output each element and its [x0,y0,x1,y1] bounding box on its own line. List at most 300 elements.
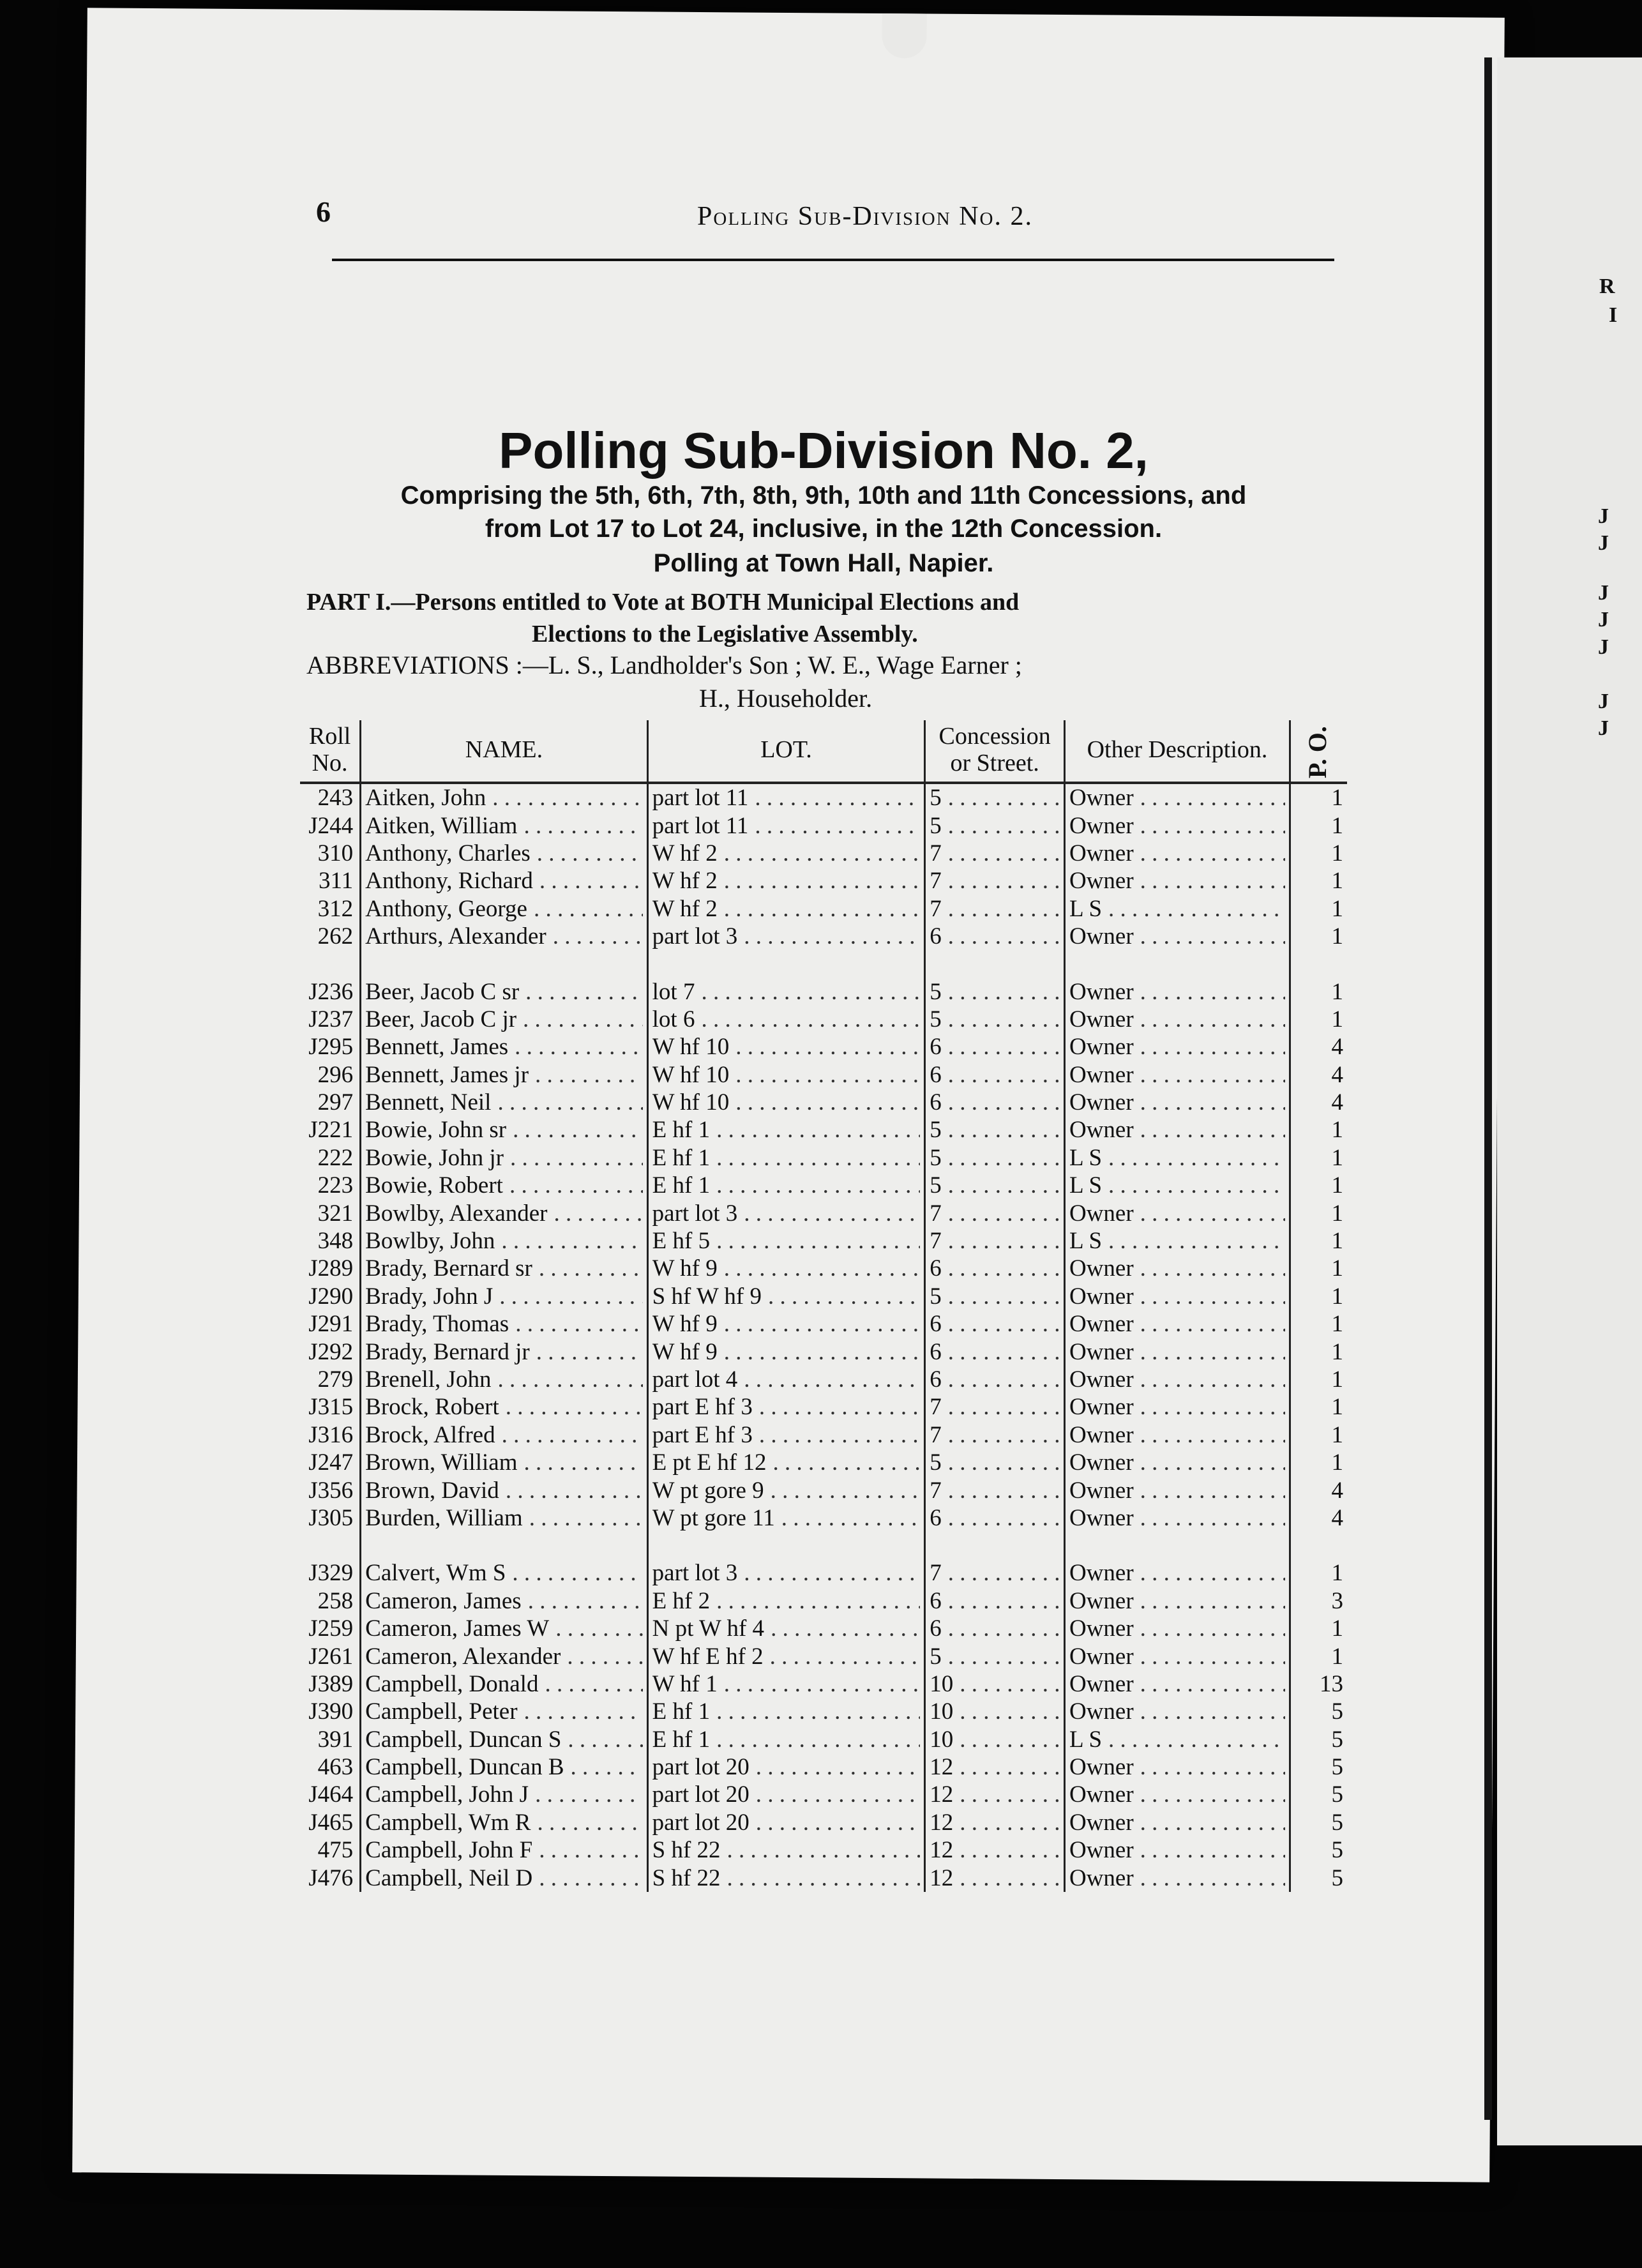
dot-leader [1069,1781,1285,1808]
dot-leader [1069,1061,1285,1089]
roll-number-cell: J236 [308,978,354,1005]
other-description-cell [1064,1615,1290,1642]
post-office-number-cell: 1 [1290,1310,1347,1338]
concession-number: 7 [930,1200,944,1227]
voter-name: Beer, Jacob C sr [365,979,522,1005]
concession-number-cell [925,1393,1065,1421]
dot-leader [652,1172,921,1199]
dot-leader [652,1753,921,1781]
voter-name-cell [361,1061,647,1089]
voter-name-cell [361,812,647,839]
concession-number: 5 [930,1449,944,1476]
dot-leader [652,1477,921,1504]
table-row [300,1310,1347,1338]
dot-leader [365,1421,642,1449]
roll-number-cell: J389 [308,1670,354,1697]
dot-leader [1069,895,1285,923]
lot-description: W hf E hf 2 [652,1644,766,1670]
post-office-number-cell: 1 [1290,1642,1347,1670]
dot-leader [652,1726,921,1753]
roll-number-cell: 262 [317,923,354,950]
dot-leader [365,1836,642,1864]
dot-leader [1069,1809,1285,1836]
page-gutter [1484,57,1492,2120]
dot-leader [930,1366,1060,1393]
roll-number-cell: J237 [308,1006,354,1032]
voter-name: Arthurs, Alexander [365,923,549,949]
post-office-number-cell: 5 [1290,1753,1347,1781]
dot-leader [365,1089,642,1116]
dot-leader [1069,840,1285,867]
voter-name: Cameron, James [365,1588,524,1614]
dot-leader [652,1809,921,1836]
voter-name: Anthony, Charles [365,840,533,866]
table-row [300,978,1347,1005]
dot-leader [652,1310,921,1338]
other-description-cell [1064,978,1290,1005]
voter-name: Campbell, Duncan B [365,1754,566,1780]
other-description: Owner [1069,1255,1136,1281]
dot-leader [930,1338,1060,1366]
dot-leader [1069,1227,1285,1255]
dot-leader [1069,784,1285,812]
dot-leader [652,1393,921,1421]
spacer-cell [1064,1532,1290,1559]
other-description-cell [1064,895,1290,923]
lot-description: W hf 1 [652,1671,720,1697]
dot-leader [930,923,1060,950]
lot-description-cell [647,783,925,812]
post-office-number-cell: 4 [1290,1476,1347,1504]
spacer-cell [1290,950,1347,978]
table-row [300,1255,1347,1282]
other-description-cell [1064,840,1290,867]
post-office-number-cell: 1 [1290,1006,1347,1033]
roll-number-cell: 223 [317,1172,354,1199]
dot-leader [1069,923,1285,950]
concession-number: 12 [930,1754,956,1780]
column-header-concession: Concession or Street. [925,720,1065,783]
dot-leader [365,1726,642,1753]
voter-name: Cameron, James W [365,1615,552,1642]
lot-description-cell [647,1504,925,1532]
post-office-number-cell: 1 [1290,1255,1347,1282]
part-heading-line: PART I.—Persons entitled to Vote at BOTH Municipal Elections and [306,589,1020,616]
other-description-cell [1064,1144,1290,1172]
concession-number-cell [925,1559,1065,1587]
voter-name-cell [361,1227,647,1255]
facing-page-fragment: R [1599,275,1615,298]
other-description: Owner [1069,868,1136,894]
other-description-cell [1064,1726,1290,1753]
lot-description: part lot 11 [652,813,751,839]
post-office-number-cell: 4 [1290,1061,1347,1089]
lot-description: E hf 1 [652,1698,712,1725]
dot-leader [652,1144,921,1172]
dot-leader [930,1227,1060,1255]
concession-number: 6 [930,1505,944,1531]
facing-page-fragment: J [1598,581,1609,605]
lot-description: part lot 20 [652,1810,752,1836]
abbreviations-line: H., Householder. [699,684,873,713]
concession-number-cell [925,1366,1065,1393]
post-office-number-cell: 1 [1290,1227,1347,1255]
table-row [300,1781,1347,1808]
roll-number-cell: J295 [308,1034,354,1061]
dot-leader [365,1006,642,1033]
other-description: Owner [1069,1781,1136,1808]
roll-number-cell: 243 [317,785,354,812]
voter-name-cell [361,978,647,1005]
concession-number: 5 [930,1006,944,1032]
table-row [300,1449,1347,1476]
post-office-number-cell: 1 [1290,923,1347,950]
lot-description: N pt W hf 4 [652,1615,767,1642]
concession-number: 12 [930,1781,956,1808]
page-number: 6 [316,195,331,228]
concession-number: 5 [930,1644,944,1670]
concession-number-cell [925,812,1065,839]
concession-number-cell [925,1587,1065,1615]
dot-leader [652,1061,921,1089]
concession-number: 7 [930,896,944,922]
voter-name: Aitken, William [365,813,520,839]
lot-description: S hf 22 [652,1837,723,1863]
post-office-number-cell: 1 [1290,1199,1347,1227]
other-description: Owner [1069,1339,1136,1365]
lot-description: E hf 1 [652,1727,712,1753]
roll-number-cell: 297 [317,1089,354,1116]
dot-leader [652,1227,921,1255]
other-description: Owner [1069,1311,1136,1337]
dot-leader [1069,867,1285,895]
voter-name-cell [361,1587,647,1615]
dot-leader [930,867,1060,895]
concession-number-cell [925,840,1065,867]
lot-description-cell [647,1421,925,1449]
dot-leader [365,1144,642,1172]
dot-leader [1069,1698,1285,1725]
concession-number: 6 [930,1615,944,1642]
dot-leader [930,1393,1060,1421]
roll-number-cell: J290 [308,1283,354,1310]
concession-number-cell [925,1836,1065,1864]
post-office-number-cell: 1 [1290,1116,1347,1144]
table-row [300,1199,1347,1227]
roll-number-cell: J316 [308,1421,354,1448]
dot-leader [930,1172,1060,1199]
dot-leader [365,1809,642,1836]
lot-description: part lot 20 [652,1754,752,1780]
post-office-number-cell: 5 [1290,1726,1347,1753]
dot-leader [365,784,642,812]
dot-leader [1069,1477,1285,1504]
table-row [300,1421,1347,1449]
roll-number-cell: J305 [308,1504,354,1531]
lot-description-cell [647,1366,925,1393]
other-description-cell [1064,1781,1290,1808]
concession-number: 5 [930,979,944,1005]
other-description: Owner [1069,1754,1136,1780]
dot-leader [930,1836,1060,1864]
other-description-cell [1064,1809,1290,1836]
table-row [300,840,1347,867]
other-description-cell [1064,1587,1290,1615]
post-office-number-cell: 1 [1290,1559,1347,1587]
spacer-cell [925,1532,1065,1559]
dot-leader [365,1172,642,1199]
dot-leader [930,1477,1060,1504]
voter-name: Campbell, John J [365,1781,531,1808]
column-header-lot: LOT. [647,720,925,783]
voter-name-cell [361,1366,647,1393]
concession-number: 7 [930,1478,944,1504]
roll-number-cell: J476 [308,1864,354,1891]
other-description: Owner [1069,1283,1136,1310]
dot-leader [365,1449,642,1476]
concession-number-cell [925,1033,1065,1061]
dot-leader [930,1089,1060,1116]
voter-name: Aitken, John [365,785,488,811]
roll-number-cell: 475 [317,1837,354,1864]
dot-leader [930,1670,1060,1698]
column-header-roll: Roll No. [300,720,361,783]
dot-leader [1069,812,1285,840]
dot-leader [652,895,921,923]
concession-number: 7 [930,1560,944,1586]
lot-description-cell [647,1089,925,1116]
concession-number: 10 [930,1727,956,1753]
concession-number-cell [925,1642,1065,1670]
table-row [300,1172,1347,1199]
dot-leader [652,1200,921,1227]
concession-number: 10 [930,1698,956,1725]
lot-description-cell [647,1642,925,1670]
post-office-number-cell: 1 [1290,812,1347,839]
other-description: Owner [1069,1117,1136,1143]
lot-description-cell [647,840,925,867]
lot-description-cell [647,895,925,923]
part-heading-line: Elections to the Legislative Assembly. [532,621,918,647]
lot-description: W hf 9 [652,1311,720,1337]
voter-name-cell [361,840,647,867]
dot-leader [1069,1836,1285,1864]
dot-leader [930,784,1060,812]
table-row [300,867,1347,895]
roll-number-cell: J291 [308,1311,354,1338]
table-row [300,1006,1347,1033]
voter-name-cell [361,1449,647,1476]
dot-leader [930,1449,1060,1476]
dot-leader [652,812,921,840]
voter-name: Brady, Bernard jr [365,1339,532,1365]
table-row [300,1089,1347,1116]
voter-name: Brown, William [365,1449,520,1476]
spacer-cell [925,950,1065,978]
concession-number-cell [925,1199,1065,1227]
concession-number-cell [925,867,1065,895]
subtitle-line: Comprising the 5th, 6th, 7th, 8th, 9th, 10th and 11th Concessions, and [400,481,1247,510]
other-description: Owner [1069,1449,1136,1476]
other-description-cell [1064,923,1290,950]
voter-name-cell [361,1006,647,1033]
dot-leader [1069,1033,1285,1061]
voter-name-cell [361,1559,647,1587]
dot-leader [930,812,1060,840]
dot-leader [930,1559,1060,1587]
lot-description-cell [647,1698,925,1725]
concession-number: 5 [930,785,944,811]
table-row [300,1726,1347,1753]
other-description: Owner [1069,1006,1136,1032]
table-row [300,1227,1347,1255]
voter-name: Bowie, Robert [365,1172,506,1198]
other-description: Owner [1069,923,1136,949]
table-row [300,1809,1347,1836]
other-description: Owner [1069,979,1136,1005]
voter-name-cell [361,1504,647,1532]
dot-leader [1069,1726,1285,1753]
concession-number-cell [925,1089,1065,1116]
facing-page-fragment: J [1598,504,1609,528]
concession-number-cell [925,1809,1065,1836]
other-description-cell [1064,1642,1290,1670]
concession-number-cell [925,895,1065,923]
subtitle-line: Polling at Town Hall, Napier. [653,549,994,577]
post-office-number-cell: 1 [1290,1338,1347,1365]
lot-description-cell [647,1809,925,1836]
dot-leader [1069,1283,1285,1310]
voter-name-cell [361,1698,647,1725]
voter-name: Beer, Jacob C jr [365,1006,519,1032]
other-description-cell [1064,1199,1290,1227]
other-description: Owner [1069,785,1136,811]
voter-name: Anthony, George [365,896,530,922]
dot-leader [365,1116,642,1144]
concession-number: 6 [930,923,944,949]
voter-name-cell [361,1172,647,1199]
lot-description-cell [647,1449,925,1476]
dot-leader [365,1559,642,1587]
lot-description: part lot 3 [652,1560,741,1586]
spacer-cell [1064,950,1290,978]
other-description-cell [1064,1006,1290,1033]
voter-name-cell [361,1642,647,1670]
voter-name-cell [361,895,647,923]
table-row [300,1393,1347,1421]
concession-number-cell [925,1781,1065,1808]
lot-description: part lot 4 [652,1366,741,1393]
post-office-number-cell: 4 [1290,1033,1347,1061]
other-description-cell [1064,1338,1290,1365]
concession-number: 5 [930,813,944,839]
voter-name-cell [361,1338,647,1365]
post-office-number-cell: 5 [1290,1698,1347,1725]
dot-leader [652,1615,921,1642]
lot-description-cell [647,1726,925,1753]
voter-name: Bennett, James jr [365,1062,531,1088]
voter-name-cell [361,1864,647,1891]
other-description: Owner [1069,1560,1136,1586]
abbreviations-note [306,649,1341,715]
table-row [300,1061,1347,1089]
lot-description-cell [647,867,925,895]
concession-number-cell [925,1504,1065,1532]
concession-number-cell [925,1116,1065,1144]
voter-name: Bowlby, Alexander [365,1200,550,1227]
other-description: Owner [1069,1615,1136,1642]
voter-name-cell [361,1726,647,1753]
spacer-cell [1290,1532,1347,1559]
table-row [300,923,1347,950]
voter-name: Bowie, John jr [365,1145,506,1171]
roll-number-cell: J465 [308,1809,354,1836]
other-description: Owner [1069,1366,1136,1393]
dot-leader [930,978,1060,1006]
voter-name: Campbell, Donald [365,1671,541,1697]
other-description: Owner [1069,813,1136,839]
facing-page-edge [1497,57,1642,2145]
dot-leader [1069,1366,1285,1393]
table-row [300,1836,1347,1864]
dot-leader [365,1753,642,1781]
dot-leader [365,1781,642,1808]
other-description: Owner [1069,1422,1136,1448]
post-office-number-cell: 1 [1290,978,1347,1005]
lot-description: part lot 3 [652,1200,741,1227]
running-title: Polling Sub-Division No. 2. [697,202,1033,231]
dot-leader [930,1116,1060,1144]
concession-number: 6 [930,1062,944,1088]
dot-leader [930,840,1060,867]
spacer-cell [361,950,647,978]
lot-description: part lot 3 [652,923,741,949]
post-office-number-cell: 1 [1290,1449,1347,1476]
dot-leader [930,1809,1060,1836]
other-description-cell [1064,1033,1290,1061]
roll-number-cell: J261 [308,1643,354,1670]
voter-name-cell [361,1836,647,1864]
dot-leader [930,1144,1060,1172]
spacer-cell [647,950,925,978]
other-description-cell [1064,1172,1290,1199]
other-description-cell [1064,1089,1290,1116]
lot-description: part lot 20 [652,1781,752,1808]
dot-leader [365,1366,642,1393]
dot-leader [365,1698,642,1725]
concession-number-cell [925,1006,1065,1033]
dot-leader [1069,1310,1285,1338]
concession-number: 12 [930,1865,956,1891]
lot-description: S hf W hf 9 [652,1283,764,1310]
torn-edge [882,13,926,58]
dot-leader [930,1504,1060,1532]
concession-number-cell [925,1255,1065,1282]
concession-number-cell [925,1698,1065,1725]
dot-leader [930,1200,1060,1227]
post-office-number-cell: 1 [1290,1366,1347,1393]
voter-name: Brady, Thomas [365,1311,511,1337]
other-description: L S [1069,1172,1104,1198]
post-office-number-cell: 5 [1290,1809,1347,1836]
dot-leader [1069,1587,1285,1615]
voter-name-cell [361,1809,647,1836]
table-row [300,1698,1347,1725]
dot-leader [365,923,642,950]
lot-description-cell [647,1836,925,1864]
concession-number-cell [925,1449,1065,1476]
other-description: Owner [1069,1034,1136,1060]
